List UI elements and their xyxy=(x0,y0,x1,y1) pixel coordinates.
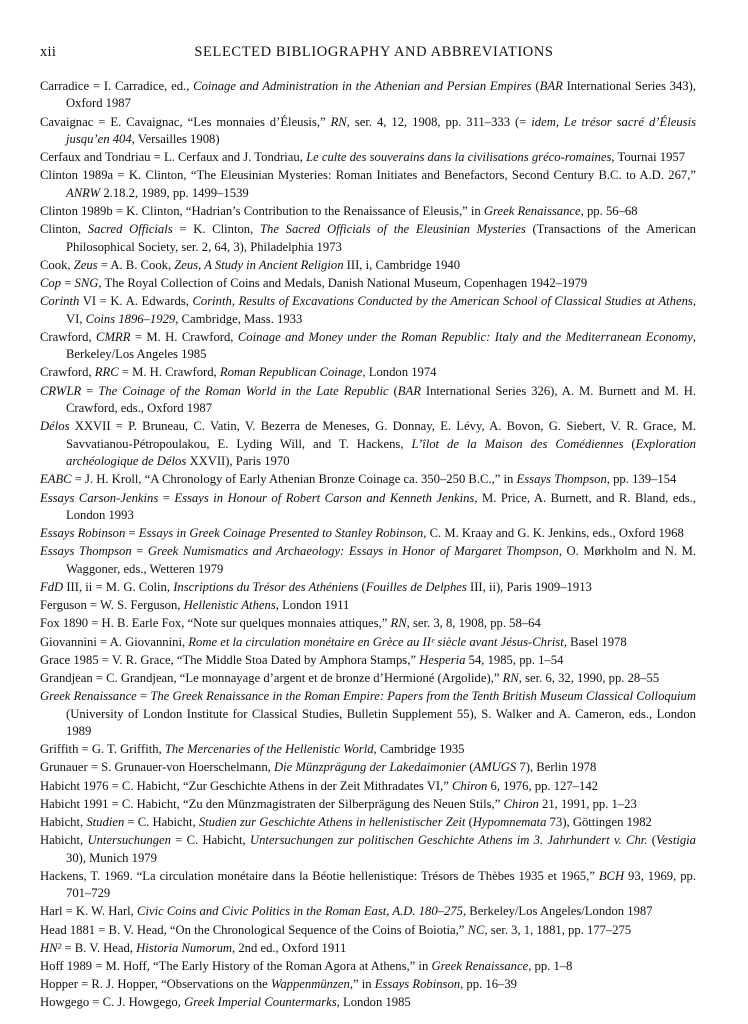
italic-title: RN xyxy=(330,114,347,129)
entry-text: III, ii = M. G. Colin, xyxy=(63,579,174,594)
bibliography-entry xyxy=(40,940,696,957)
entry-text: = M. H. Crawford, xyxy=(118,365,220,380)
entry-text: , Tournai 1957 xyxy=(611,150,686,165)
entry-text: ( xyxy=(647,833,656,848)
entry-text: , pp. 16–39 xyxy=(460,977,517,992)
page-number: xii xyxy=(40,44,57,60)
italic-title: Greek Imperial Countermarks xyxy=(184,995,337,1010)
bibliography-entry xyxy=(40,994,696,1011)
entry-text: = B. V. Head, xyxy=(61,940,137,955)
bibliography-entry xyxy=(40,670,696,687)
bibliography-entry xyxy=(40,203,696,220)
italic-title: Untersuchungen zur politischen Geschichte Athens im 3. Jahrhundert v. Chr. xyxy=(249,833,648,848)
entry-text: , Cambridge 1935 xyxy=(373,742,465,757)
italic-title: Historia Numorum xyxy=(136,940,233,955)
entry-text: Carradice = I. Carradice, ed., xyxy=(40,79,194,93)
entry-text: XXVII = P. Bruneau, C. Vatin, V. Bezerra de Meneses, G. Donnay, E. Lévy, A. Bovon, G. Siebert, V. R. Grace, M. Savvatianou-Pétropoulakou, E. Lyding Will, and T. Hackens, xyxy=(66,419,696,451)
italic-title: Essays in Greek Coinage Presented to Stanley Robinson xyxy=(138,526,424,541)
italic-title: Hypomnemata xyxy=(472,814,547,829)
italic-title: AMUGS xyxy=(473,760,517,775)
italic-title: NC xyxy=(467,922,485,937)
entry-text: , M. Price, A. Burnett, and R. Bland, eds., London 1993 xyxy=(66,490,697,522)
italic-title: BAR xyxy=(539,79,563,93)
bibliography-entry xyxy=(40,149,696,166)
entry-text: , pp. 1–8 xyxy=(528,959,573,973)
entry-text: International Series 343), Oxford 1987 xyxy=(66,79,696,111)
entry-text: Grunauer = S. Grunauer-von Hoerschelmann, xyxy=(40,760,274,775)
italic-title: Zeus, A Study in Ancient Religion xyxy=(174,257,344,272)
bibliography-entry xyxy=(40,597,696,614)
entry-text: Cook, xyxy=(40,257,74,272)
entry-text: , Basel 1978 xyxy=(563,634,627,649)
italic-title: Die Münzprägung der Lakedaimonier xyxy=(273,760,467,775)
entry-text: Giovannini = A. Giovannini, xyxy=(40,634,189,649)
bibliography-entry xyxy=(40,293,696,328)
entry-text: = xyxy=(136,689,151,704)
italic-title: L’îlot de la Maison des Comédiennes xyxy=(411,436,624,451)
italic-title: Hellenistic Athens xyxy=(183,598,276,613)
italic-title: FdD xyxy=(40,579,64,594)
italic-title: Studien zur Geschichte Athens in hellenistischer Zeit xyxy=(198,814,466,829)
entry-text: ( xyxy=(465,814,473,829)
bibliography-entry xyxy=(40,832,696,867)
italic-title: BAR xyxy=(397,383,421,398)
entry-text: , VI, xyxy=(66,294,696,326)
entry-text: Crawford, xyxy=(40,329,97,344)
italic-title: RN xyxy=(390,616,407,631)
bibliography-entry xyxy=(40,490,696,525)
entry-text: Habicht 1991 = C. Habicht, “Zu den Münzmagistraten der Silberprägung des Neuen Stils,” xyxy=(40,796,504,811)
italic-title: Essays Thompson xyxy=(516,472,607,487)
entry-text: (Transactions of the American Philosophical Society, ser. 2, 64, 3), Philadelphia 1973 xyxy=(66,222,697,254)
entry-text: , ser. 3, 8, 1908, pp. 58–64 xyxy=(406,616,541,631)
entry-text: , 2nd ed., Oxford 1911 xyxy=(232,940,347,955)
italic-title: Untersuchungen xyxy=(87,833,171,848)
italic-title: ANRW xyxy=(66,185,101,200)
entry-text: 6, 1976, pp. 127–142 xyxy=(487,778,598,793)
italic-title: Coinage and Administration in the Athenian and Persian Empires xyxy=(193,79,532,93)
bibliography-list xyxy=(40,78,696,1013)
entry-text: Cavaignac = E. Cavaignac, “Les monnaies d’Éleusis,” xyxy=(40,114,331,129)
entry-text: = C. Habicht, xyxy=(124,814,199,829)
entry-text: = M. H. Crawford, xyxy=(130,329,238,344)
entry-text: 2.18.2, 1989, pp. 1499–1539 xyxy=(100,185,249,200)
bibliography-entry xyxy=(40,958,696,975)
italic-title: Fouilles de Delphes xyxy=(365,579,467,594)
bibliography-entry xyxy=(40,167,696,202)
entry-text: Ferguson = W. S. Ferguson, xyxy=(40,598,184,613)
entry-text: Clinton 1989b = K. Clinton, “Hadrian’s Contribution to the Renaissance of Eleusis,” in xyxy=(40,204,484,219)
entry-text: = xyxy=(158,490,175,505)
italic-title: Corinth xyxy=(40,294,80,309)
italic-title: Chiron xyxy=(452,778,488,793)
bibliography-entry xyxy=(40,364,696,381)
bibliography-entry xyxy=(40,257,696,274)
italic-title: CRWLR xyxy=(40,383,82,398)
entry-text: Habicht, xyxy=(40,833,88,848)
italic-title: Wappenmünzen xyxy=(270,977,350,992)
italic-title: HN² xyxy=(40,940,62,955)
entry-text: , The Royal Collection of Coins and Medals, Danish National Museum, Copenhagen 1942–1979 xyxy=(98,276,588,291)
entry-text: = xyxy=(81,383,99,398)
italic-title: Studien xyxy=(86,814,125,829)
entry-text: = A. B. Cook, xyxy=(97,257,175,272)
entry-text: 30), Munich 1979 xyxy=(66,850,157,865)
italic-title: Greek Renaissance xyxy=(40,689,137,704)
italic-title: CMRR xyxy=(96,329,131,344)
entry-text: , London 1985 xyxy=(336,995,411,1010)
italic-title: Rome et la circulation monétaire en Grèce au IIᵉ siècle avant Jésus-Christ xyxy=(188,634,564,649)
entry-text: VI = K. A. Edwards, xyxy=(79,294,193,309)
italic-title: RRC xyxy=(94,365,119,380)
entry-text: Howgego = C. J. Howgego, xyxy=(40,995,185,1010)
entry-text: , London 1974 xyxy=(362,365,437,380)
italic-title: Essays Robinson xyxy=(374,977,461,992)
entry-text: Cerfaux and Tondriau = L. Cerfaux and J. Tondriau, xyxy=(40,150,307,165)
entry-text: 7), Berlin 1978 xyxy=(516,760,597,775)
entry-text: Hopper = R. J. Hopper, “Observations on the xyxy=(40,977,271,992)
entry-text: Grandjean = C. Grandjean, “Le monnayage d’argent et de bronze d’Hermioné (Argolide),” xyxy=(40,670,503,685)
italic-title: Hesperia xyxy=(419,652,466,667)
entry-text: Habicht 1976 = C. Habicht, “Zur Geschichte Athens in der Zeit Mithradates VI,” xyxy=(40,778,452,793)
entry-text: III, ii), Paris 1909–1913 xyxy=(466,579,592,594)
italic-title: RN xyxy=(502,670,519,685)
bibliography-entry xyxy=(40,221,696,256)
bibliography-entry xyxy=(40,114,696,149)
italic-title: Vestigia xyxy=(655,833,696,848)
bibliography-entry xyxy=(40,543,696,578)
bibliography-entry xyxy=(40,903,696,920)
bibliography-entry xyxy=(40,688,696,740)
italic-title: The Greek Renaissance in the Roman Empire: Papers from the Tenth British Museum Classical Colloquium xyxy=(150,689,696,704)
italic-title: Cop xyxy=(40,276,62,291)
italic-title: The Coinage of the Roman World in the Late Republic xyxy=(98,383,389,398)
bibliography-entry xyxy=(40,418,696,470)
italic-title: BCH xyxy=(598,868,625,883)
bibliography-entry xyxy=(40,652,696,669)
italic-title: Coins 1896–1929 xyxy=(85,311,176,326)
entry-text: , ser. 6, 32, 1990, pp. 28–55 xyxy=(518,670,660,685)
italic-title: SNG xyxy=(74,276,99,291)
entry-text: , pp. 139–154 xyxy=(606,472,677,487)
italic-title: EABC xyxy=(40,472,72,487)
bibliography-entry xyxy=(40,329,696,364)
italic-title: Sacred Officials xyxy=(87,222,173,237)
bibliography-entry xyxy=(40,814,696,831)
entry-text: = xyxy=(125,526,139,541)
entry-text: , Berkeley/Los Angeles/London 1987 xyxy=(462,904,653,919)
entry-text: Hoff 1989 = M. Hoff, “The Early History of the Roman Agora at Athens,” in xyxy=(40,959,432,973)
entry-text: Crawford, xyxy=(40,365,95,380)
entry-text: = K. Clinton, xyxy=(172,222,260,237)
italic-title: Coinage and Money under the Roman Republic: Italy and the Mediterranean Economy xyxy=(237,329,693,344)
entry-text: XXVII), Paris 1970 xyxy=(186,454,290,469)
entry-text: Grace 1985 = V. R. Grace, “The Middle Stoa Dated by Amphora Stamps,” xyxy=(40,652,420,667)
bibliography-entry xyxy=(40,525,696,542)
entry-text: Clinton 1989a = K. Clinton, “The Eleusinian Mysteries: Roman Initiates and Benefactors, Second Century B.C. to A.D. 267,” xyxy=(40,168,696,183)
entry-text: , O. Mørkholm and N. M. Waggoner, eds., Wetteren 1979 xyxy=(66,544,697,576)
bibliography-entry xyxy=(40,796,696,813)
entry-text: = C. Habicht, xyxy=(171,833,250,848)
italic-title: Essays Carson-Jenkins xyxy=(40,490,159,505)
entry-text: 21, 1991, pp. 1–23 xyxy=(538,796,637,811)
entry-text: = J. H. Kroll, “A Chronology of Early Athenian Bronze Coinage ca. 350–250 B.C.,” in xyxy=(71,472,517,487)
bibliography-entry xyxy=(40,579,696,596)
entry-text: International Series 326), A. M. Burnett and M. H. Crawford, eds., Oxford 1987 xyxy=(66,383,697,416)
entry-text: 54, 1985, pp. 1–54 xyxy=(465,652,564,667)
bibliography-entry xyxy=(40,634,696,651)
entry-text: (University of London Institute for Classical Studies, Bulletin Supplement 55), S. Walker and A. Cameron, eds., London 1989 xyxy=(66,706,696,738)
bibliography-entry xyxy=(40,78,696,113)
bibliography-entry xyxy=(40,759,696,776)
bibliography-entry xyxy=(40,976,696,993)
italic-title: Corinth, Results of Excavations Conducted by the American School of Classical Studies at Athens xyxy=(192,294,693,309)
bibliography-entry xyxy=(40,471,696,488)
entry-text: Griffith = G. T. Griffith, xyxy=(40,742,165,757)
entry-text: , pp. 56–68 xyxy=(580,204,638,219)
bibliography-entry xyxy=(40,868,696,903)
italic-title: Délos xyxy=(40,419,70,434)
entry-text: , C. M. Kraay and G. K. Jenkins, eds., Oxford 1968 xyxy=(423,526,684,541)
italic-title: idem, Le trésor sacré d’Éleusis jusqu’en 404 xyxy=(66,114,697,147)
italic-title: Essays Robinson xyxy=(40,526,126,541)
entry-text: , Versailles 1908) xyxy=(131,132,220,147)
entry-text: ( xyxy=(358,579,366,594)
italic-title: The Mercenaries of the Hellenistic World xyxy=(164,742,374,757)
entry-text: Head 1881 = B. V. Head, “On the Chronological Sequence of the Coins of Boiotia,” xyxy=(40,922,468,937)
entry-text: 93, 1969, pp. 701–729 xyxy=(66,868,696,901)
bibliography-entry xyxy=(40,275,696,292)
italic-title: Zeus xyxy=(73,257,98,272)
entry-text: Clinton, xyxy=(40,222,88,237)
bibliography-entry xyxy=(40,383,696,418)
entry-text: Harl = K. W. Harl, xyxy=(40,904,138,919)
entry-text: , London 1911 xyxy=(275,598,350,613)
entry-text: III, i, Cambridge 1940 xyxy=(343,257,461,272)
entry-text: Habicht, xyxy=(40,814,87,829)
bibliography-entry xyxy=(40,615,696,632)
italic-title: Essays in Honour of Robert Carson and Kenneth Jenkins xyxy=(174,490,475,505)
bibliography-entry xyxy=(40,778,696,795)
entry-text: ( xyxy=(531,79,540,93)
italic-title: Greek Numismatics and Archaeology: Essays in Honor of Margaret Thompson xyxy=(147,544,559,559)
entry-text: , Berkeley/Los Angeles 1985 xyxy=(66,329,697,362)
entry-text: Fox 1890 = H. B. Earle Fox, “Note sur quelques monnaies attiques,” xyxy=(40,616,391,631)
italic-title: Roman Republican Coinage xyxy=(219,365,363,380)
italic-title: Exploration archéologique de Délos xyxy=(66,436,696,469)
bibliography-entry xyxy=(40,741,696,758)
italic-title: Essays Thompson xyxy=(40,544,132,559)
entry-text: ( xyxy=(466,760,474,775)
entry-text: , ser. 3, 1, 1881, pp. 177–275 xyxy=(484,922,632,937)
entry-text: , Cambridge, Mass. 1933 xyxy=(175,311,303,326)
entry-text: = xyxy=(131,544,148,559)
entry-text: ( xyxy=(623,436,636,451)
italic-title: Greek Renaissance xyxy=(483,204,581,219)
running-title: SELECTED BIBLIOGRAPHY AND ABBREVIATIONS xyxy=(194,44,554,60)
italic-title: Le culte des souverains dans la civilisations gréco-romaines xyxy=(306,150,612,165)
entry-text: , ser. 4, 12, 1908, pp. 311–333 (= xyxy=(346,114,532,129)
italic-title: Chiron xyxy=(503,796,539,811)
bibliography-entry xyxy=(40,922,696,939)
entry-text: ,” in xyxy=(349,977,375,992)
italic-title: The Sacred Officials of the Eleusinian Mysteries xyxy=(259,222,526,237)
italic-title: Inscriptions du Trésor des Athéniens xyxy=(173,579,359,594)
entry-text: 73), Göttingen 1982 xyxy=(546,814,652,829)
italic-title: Greek Renaissance xyxy=(431,959,529,973)
entry-text: = xyxy=(61,276,75,291)
entry-text: ( xyxy=(388,383,398,398)
entry-text: Hackens, T. 1969. “La circulation monétaire dans la Béotie hellenistique: Trésors de Thèbes 1935 et 1965,” xyxy=(40,868,599,883)
italic-title: Civic Coins and Civic Politics in the Roman East, A.D. 180–275 xyxy=(137,904,463,919)
